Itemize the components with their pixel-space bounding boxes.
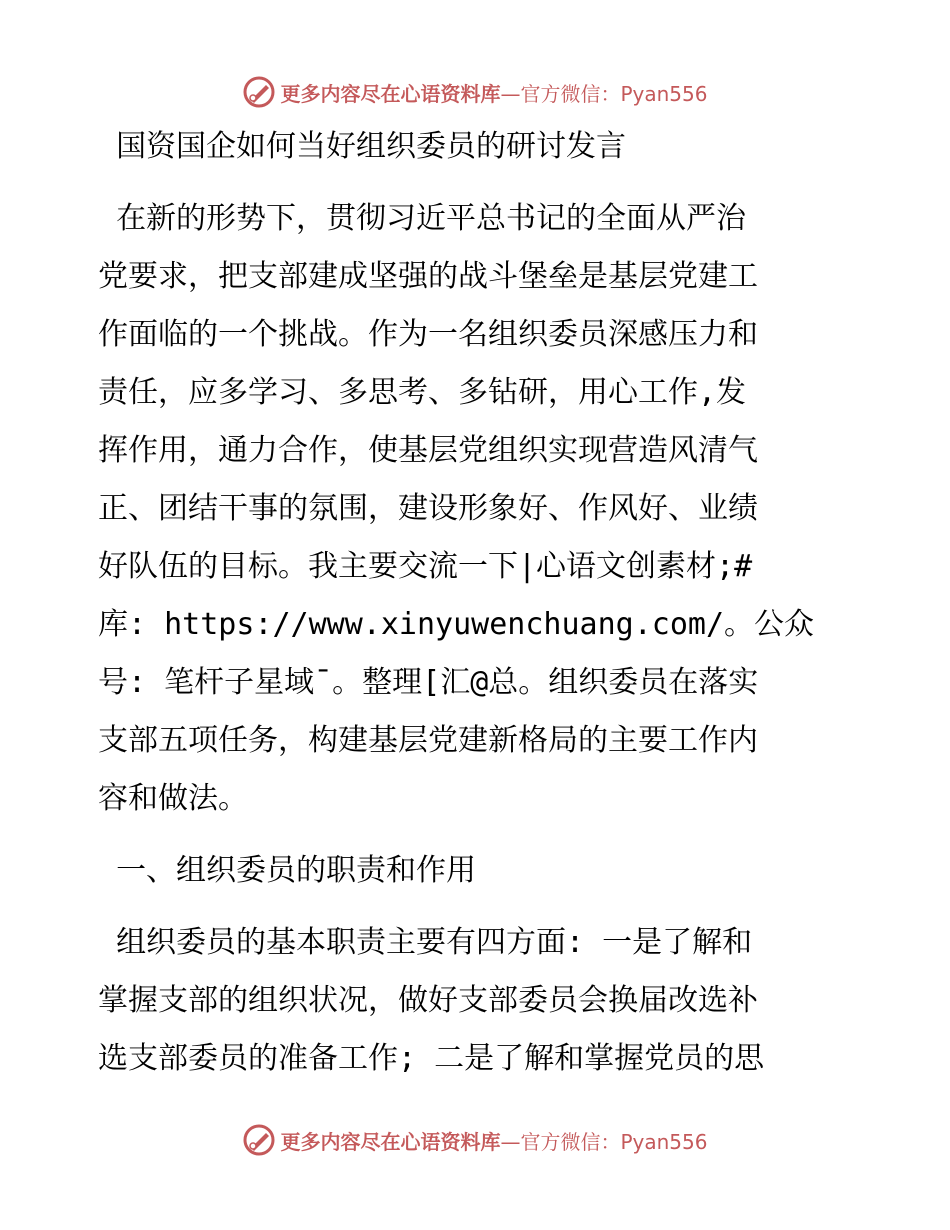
document-title: 国资国企如何当好组织委员的研讨发言 (98, 129, 627, 164)
text-line: 正、团结干事的氛围，建设形象好、作风好、业绩 (98, 491, 758, 526)
text-line: 选支部委员的准备工作; 二是了解和掌握党员的思 (98, 1041, 765, 1076)
paragraph-duties (98, 914, 858, 1088)
footer-banner (0, 1118, 950, 1162)
banner-brand-text: 更多内容尽在心语资料库 (280, 81, 501, 106)
pen-seal-icon (242, 75, 276, 109)
text-line: 组织委员的基本职责主要有四方面: 一是了解和 (98, 925, 753, 960)
pen-seal-icon (242, 1123, 276, 1157)
text-line: 掌握支部的组织状况，做好支部委员会换届改选补 (98, 983, 758, 1018)
banner-wechat-text: —官方微信：Pyan556 (500, 81, 708, 106)
text-line: 号: 笔杆子星域¯。整理[汇@总。组织委员在落实 (98, 665, 759, 700)
banner-brand-text: 更多内容尽在心语资料库 (280, 1129, 501, 1154)
section-heading-1: 一、组织委员的职责和作用 (98, 853, 477, 888)
text-line: 作面临的一个挑战。作为一名组织委员深感压力和 (98, 317, 758, 352)
text-line: 好队伍的目标。我主要交流一下|心语文创素材;# (98, 549, 753, 584)
document-body (98, 118, 858, 1088)
banner-wechat-text: —官方微信：Pyan556 (500, 1129, 708, 1154)
header-banner (0, 70, 950, 114)
text-line: 支部五项任务，构建基层党建新格局的主要工作内 (98, 723, 758, 758)
text-line: 挥作用，通力合作，使基层党组织实现营造风清气 (98, 433, 758, 468)
text-line: 党要求，把支部建成坚强的战斗堡垒是基层党建工 (98, 259, 758, 294)
text-line: 容和做法。 (98, 781, 248, 816)
text-line: 责任，应多学习、多思考、多钻研，用心工作,发 (98, 375, 747, 410)
text-line: 在新的形势下，贯彻习近平总书记的全面从严治 (98, 201, 747, 236)
text-line: 库: https://www.xinyuwenchuang.com/。公众 (98, 607, 815, 642)
paragraph-intro (98, 190, 858, 828)
